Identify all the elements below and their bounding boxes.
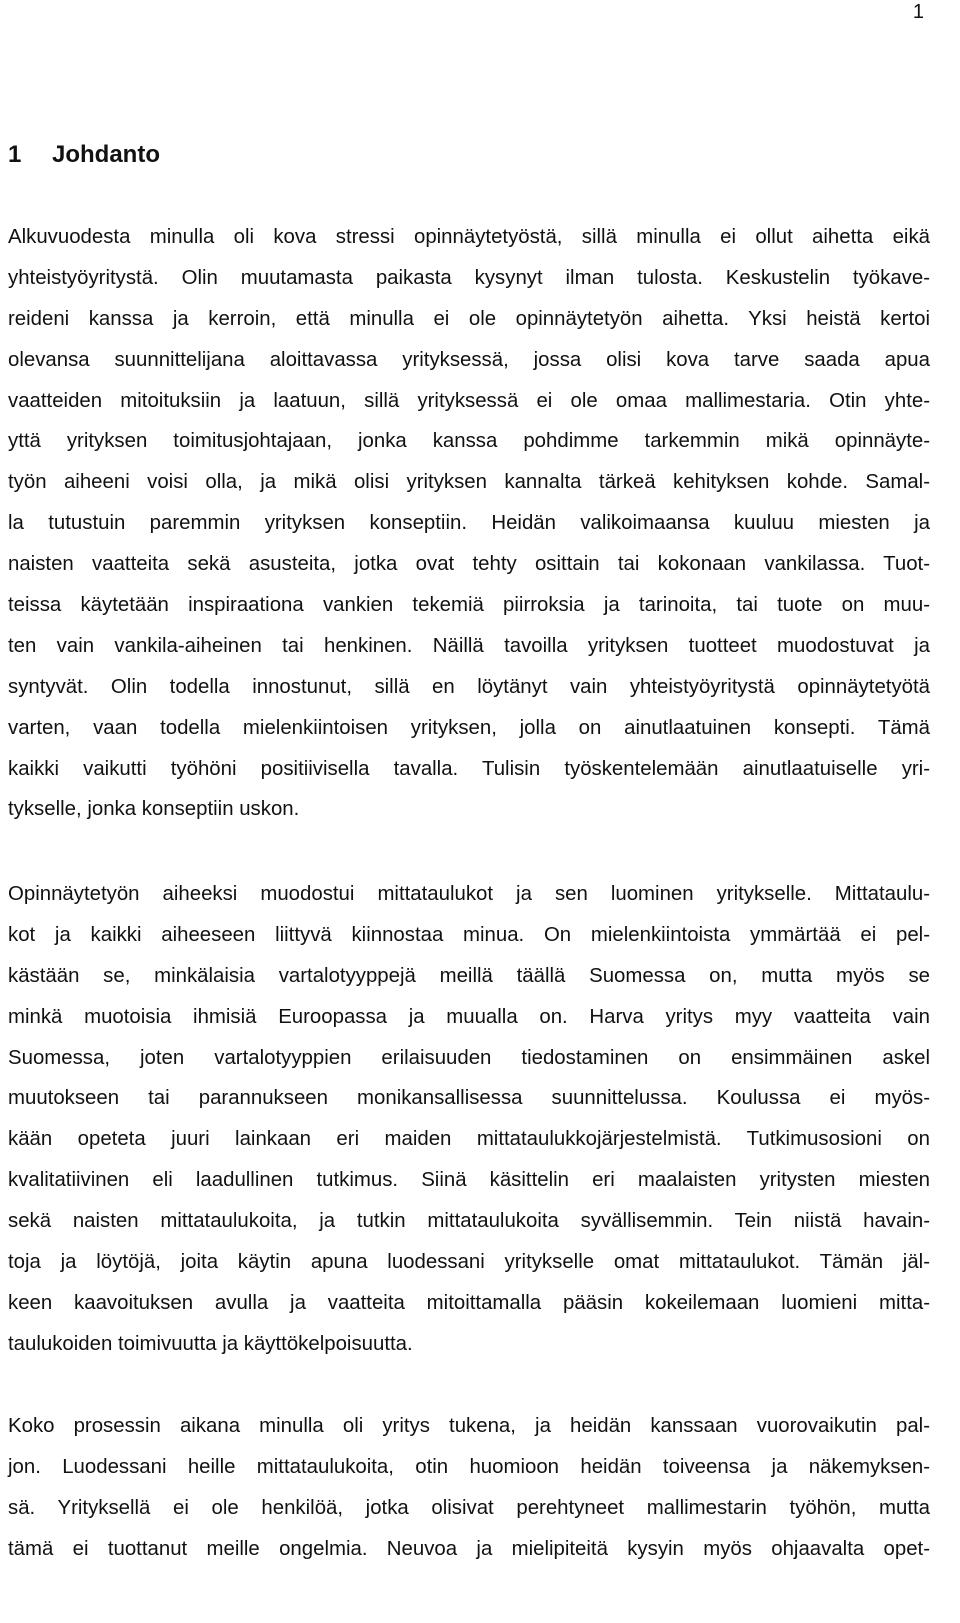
text-line: Opinnäytetyön aiheeksi muodostui mittataulukot ja sen luominen yritykselle. Mittataulu- bbox=[8, 883, 930, 905]
text-line: syntyvät. Olin todella innostunut, sillä en löytänyt vain yhteistyöyritystä opinnäytetyötä bbox=[8, 675, 930, 698]
text-line: toja ja löytöjä, joita käytin apuna luodessani yritykselle omat mittataulukot. Tämän jäl- bbox=[8, 1251, 930, 1274]
text-line: kaikki vaikutti työhöni positiivisella tavalla. Tulisin työskentelemään ainutlaatuiselle yri- bbox=[8, 757, 930, 780]
text-line: taulukoiden toimivuutta ja käyttökelpoisuutta. bbox=[8, 1332, 413, 1355]
text-line: Koko prosessin aikana minulla oli yritys tukena, ja heidän kanssaan vuorovaikutin pal- bbox=[8, 1415, 930, 1437]
text-line: Suomessa, joten vartalotyyppien erilaisuuden tiedostaminen on ensimmäinen askel bbox=[8, 1046, 930, 1069]
text-line: kot ja kaikki aiheeseen liittyvä kiinnostaa minua. On mielenkiintoista ymmärtää ei pel- bbox=[8, 923, 930, 946]
text-line: muutokseen tai parannukseen monikansallisessa suunnittelussa. Koulussa ei myös- bbox=[8, 1087, 930, 1110]
text-line: ten vain vankila-aiheinen tai henkinen. Näillä tavoilla yrityksen tuotteet muodostuvat ja bbox=[8, 634, 930, 657]
text-line: kästään se, minkälaisia vartalotyyppejä meillä täällä Suomessa on, mutta myös se bbox=[8, 964, 930, 987]
text-line: keen kaavoituksen avulla ja vaatteita mitoittamalla pääsin kokeilemaan luomieni mitta- bbox=[8, 1291, 930, 1314]
section-number: 1 bbox=[8, 141, 22, 168]
text-line: yttä yrityksen toimitusjohtajaan, jonka kanssa pohdimme tarkemmin mikä opinnäyte- bbox=[8, 430, 930, 453]
text-line: kään opeteta juuri lainkaan eri maiden mittataulukkojärjestelmistä. Tutkimusosioni on bbox=[8, 1128, 930, 1151]
text-line: naisten vaatteita sekä asusteita, jotka ovat tehty osittain tai kokonaan vankilassa. Tuot- bbox=[8, 553, 930, 576]
paragraph-1 bbox=[8, 217, 930, 830]
text-line: tämä ei tuottanut meille ongelmia. Neuvoa ja mielipiteitä kysyin myös ohjaavalta opet- bbox=[8, 1537, 930, 1560]
text-line: teissa käytetään inspiraationa vankien tekemiä piirroksia ja tarinoita, tai tuote on muu- bbox=[8, 594, 930, 617]
text-line: työn aiheeni voisi olla, ja mikä olisi yrityksen kannalta tärkeä kehityksen kohde. Samal- bbox=[8, 471, 930, 494]
text-line: minkä muotoisia ihmisiä Euroopassa ja muualla on. Harva yritys myy vaatteita vain bbox=[8, 1005, 930, 1028]
text-line: Alkuvuodesta minulla oli kova stressi opinnäytetyöstä, sillä minulla ei ollut aihetta eikä bbox=[8, 226, 930, 248]
text-line: yhteistyöyritystä. Olin muutamasta paikasta kysynyt ilman tulosta. Keskustelin työkave- bbox=[8, 266, 930, 289]
text-line: olevansa suunnittelijana aloittavassa yrityksessä, jossa olisi kova tarve saada apua bbox=[8, 348, 930, 371]
paragraph-3 bbox=[8, 1406, 930, 1570]
section-heading bbox=[8, 140, 160, 170]
text-line: sekä naisten mittataulukoita, ja tutkin mittataulukoita syvällisemmin. Tein niistä havain- bbox=[8, 1210, 930, 1233]
section-title: Johdanto bbox=[52, 141, 160, 168]
page-number: 1 bbox=[912, 1, 924, 23]
text-line: sä. Yrityksellä ei ole henkilöä, jotka olisivat perehtyneet mallimestarin työhön, mutta bbox=[8, 1496, 930, 1519]
text-line: reideni kanssa ja kerroin, että minulla ei ole opinnäytetyön aihetta. Yksi heistä kertoi bbox=[8, 307, 930, 330]
text-line: vaatteiden mitoituksiin ja laatuun, sillä yrityksessä ei ole omaa mallimestaria. Otin yhte- bbox=[8, 389, 930, 412]
text-line: varten, vaan todella mielenkiintoisen yrityksen, jolla on ainutlaatuinen konsepti. Tämä bbox=[8, 716, 930, 739]
text-line: kvalitatiivinen eli laadullinen tutkimus. Siinä käsittelin eri maalaisten yritysten miesten bbox=[8, 1169, 930, 1192]
text-line: tykselle, jonka konseptiin uskon. bbox=[8, 798, 300, 821]
text-line: la tutustuin paremmin yrityksen konseptiin. Heidän valikoimaansa kuuluu miesten ja bbox=[8, 512, 930, 535]
text-line: jon. Luodessani heille mittataulukoita, otin huomioon heidän toiveensa ja näkemyksen- bbox=[8, 1455, 930, 1478]
paragraph-2 bbox=[8, 874, 930, 1365]
